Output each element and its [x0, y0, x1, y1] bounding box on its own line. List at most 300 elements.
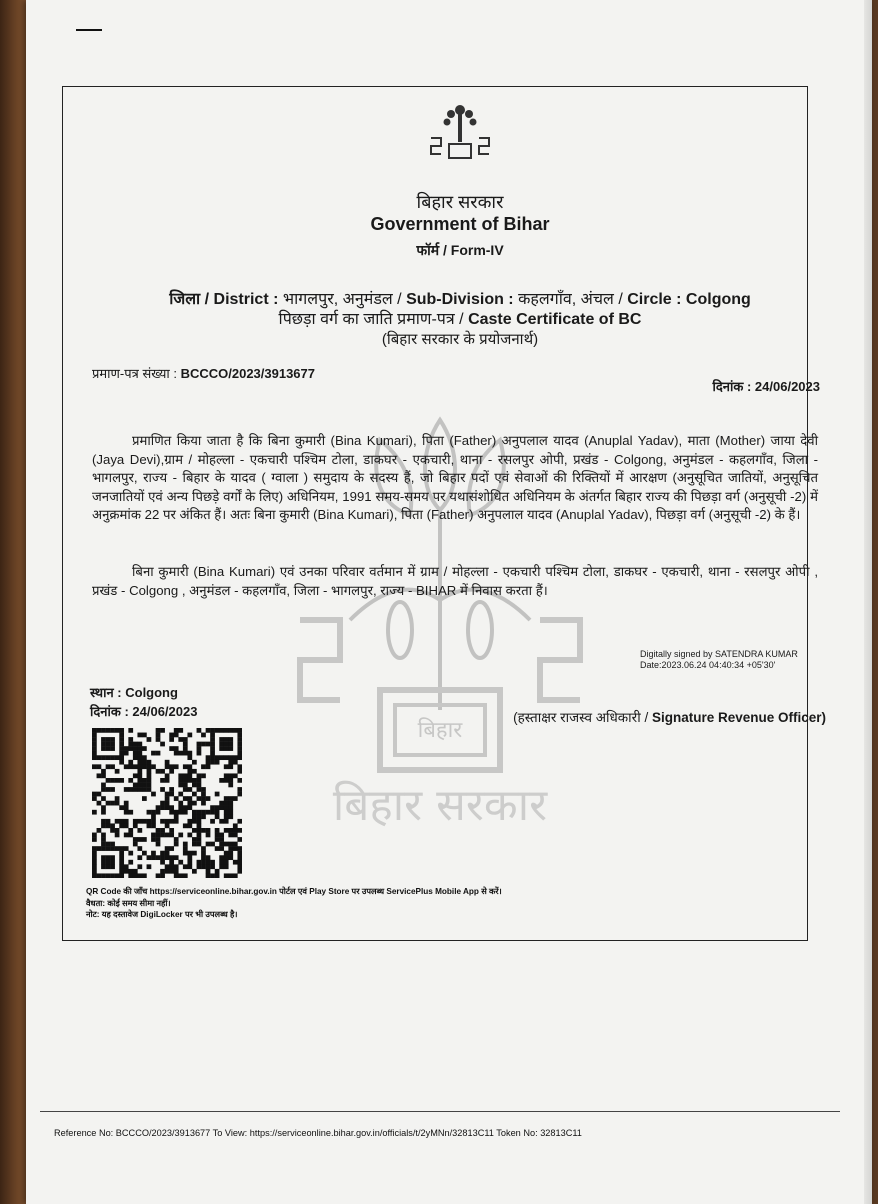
qr-module: [119, 851, 124, 856]
qr-module: [101, 796, 106, 801]
qr-module: [169, 769, 174, 774]
qr-module: [224, 860, 229, 865]
qr-module: [228, 833, 233, 838]
qr-module: [224, 773, 229, 778]
qr-module: [124, 819, 129, 824]
qr-module: [174, 842, 179, 847]
qr-module: [183, 810, 188, 815]
qr-module: [137, 819, 142, 824]
emblem-inner-text: बिहार: [417, 718, 463, 743]
certificate-number: [92, 364, 315, 382]
qr-module: [156, 769, 161, 774]
qr-module: [224, 814, 229, 819]
qr-module: [187, 764, 192, 769]
qr-code[interactable]: [92, 728, 242, 878]
qr-module: [192, 837, 197, 842]
qr-module: [119, 846, 124, 851]
qr-module: [137, 828, 142, 833]
qr-module: [133, 842, 138, 847]
qr-module: [128, 728, 133, 733]
qr-module: [192, 810, 197, 815]
qr-module: [192, 792, 197, 797]
qr-module: [206, 810, 211, 815]
qr-module: [101, 783, 106, 788]
qr-module: [224, 805, 229, 810]
qr-module: [110, 746, 115, 751]
qr-module: [106, 842, 111, 847]
qr-module: [142, 787, 147, 792]
qr-module: [133, 746, 138, 751]
qr-module: [228, 742, 233, 747]
qr-module: [137, 742, 142, 747]
qr-module: [197, 778, 202, 783]
qr-module: [210, 742, 215, 747]
qr-module: [187, 773, 192, 778]
qr-module: [192, 814, 197, 819]
qr-module: [97, 755, 102, 760]
qr-module: [206, 860, 211, 865]
qr-module: [151, 810, 156, 815]
qr-module: [206, 764, 211, 769]
qr-module: [142, 796, 147, 801]
qr-module: [224, 819, 229, 824]
qr-module: [124, 823, 129, 828]
place-line: स्थान : Colgong: [90, 685, 178, 700]
qr-module: [124, 869, 129, 874]
qr-module: [101, 755, 106, 760]
date-label: दिनांक :: [712, 379, 752, 394]
qr-module: [210, 819, 215, 824]
qr-module: [219, 728, 224, 733]
qr-module: [224, 746, 229, 751]
qr-module: [119, 855, 124, 860]
qr-module: [183, 751, 188, 756]
qr-module: [183, 783, 188, 788]
qr-module: [151, 851, 156, 856]
qr-module: [237, 778, 242, 783]
qr-module: [92, 751, 97, 756]
qr-module: [128, 810, 133, 815]
qr-module: [169, 833, 174, 838]
qr-module: [224, 778, 229, 783]
qr-module: [215, 760, 220, 765]
qr-module: [165, 823, 170, 828]
qr-module: [97, 846, 102, 851]
qr-module: [115, 755, 120, 760]
qr-module: [156, 810, 161, 815]
qr-module: [124, 746, 129, 751]
qr-module: [233, 833, 238, 838]
qr-module: [197, 746, 202, 751]
emblem-caption: बिहार सरकार: [332, 780, 548, 831]
qr-module: [206, 760, 211, 765]
qr-module: [128, 764, 133, 769]
qr-module: [97, 828, 102, 833]
qr-module: [174, 810, 179, 815]
district-line: [62, 287, 858, 309]
qr-module: [106, 728, 111, 733]
qr-module: [160, 805, 165, 810]
qr-module: [206, 869, 211, 874]
qr-module: [147, 783, 152, 788]
qr-module: [106, 737, 111, 742]
qr-module: [210, 737, 215, 742]
qr-module: [183, 805, 188, 810]
qr-module: [92, 873, 97, 878]
qr-module: [110, 855, 115, 860]
qr-module: [237, 864, 242, 869]
qr-module: [142, 778, 147, 783]
qr-module: [147, 764, 152, 769]
qr-module: [128, 746, 133, 751]
qr-module: [197, 783, 202, 788]
qr-module: [197, 814, 202, 819]
qr-module: [106, 823, 111, 828]
qr-module: [128, 860, 133, 865]
qr-module: [219, 864, 224, 869]
form-label: फॉर्म / Form-IV: [416, 242, 504, 258]
qr-module: [92, 855, 97, 860]
qr-module: [110, 742, 115, 747]
qr-module: [92, 869, 97, 874]
qr-module: [119, 742, 124, 747]
qr-module: [115, 801, 120, 806]
qr-module: [101, 833, 106, 838]
qr-module: [115, 796, 120, 801]
qr-module: [201, 764, 206, 769]
qr-module: [237, 787, 242, 792]
qr-module: [178, 833, 183, 838]
qr-module: [119, 864, 124, 869]
qr-module: [187, 819, 192, 824]
reference-line: Reference No: BCCCO/2023/3913677 To View: https://serviceonline.bihar.gov.in/officials/t/2yMNn/32813C11 Token No: 32813C11: [54, 1128, 582, 1138]
qr-module: [197, 751, 202, 756]
qr-module: [92, 864, 97, 869]
qr-module: [110, 864, 115, 869]
qr-module: [160, 873, 165, 878]
qr-module: [228, 755, 233, 760]
qr-module: [101, 805, 106, 810]
qr-module: [169, 828, 174, 833]
qr-module: [178, 773, 183, 778]
qr-module: [215, 869, 220, 874]
qr-module: [228, 783, 233, 788]
qr-module: [169, 746, 174, 751]
qr-module: [137, 864, 142, 869]
qr-module: [106, 819, 111, 824]
qr-module: [183, 787, 188, 792]
qr-module: [165, 760, 170, 765]
qr-module: [92, 860, 97, 865]
qr-module: [187, 833, 192, 838]
qr-module: [119, 737, 124, 742]
qr-module: [128, 869, 133, 874]
qr-module: [137, 778, 142, 783]
qr-module: [206, 842, 211, 847]
qr-module: [237, 855, 242, 860]
qr-module: [151, 819, 156, 824]
qr-module: [187, 796, 192, 801]
qr-module: [165, 846, 170, 851]
qr-module: [197, 819, 202, 824]
qr-module: [206, 833, 211, 838]
qr-module: [228, 842, 233, 847]
qr-module: [187, 855, 192, 860]
qr-module: [101, 842, 106, 847]
qr-module: [192, 760, 197, 765]
qr-module: [224, 842, 229, 847]
qr-module: [224, 828, 229, 833]
qr-module: [228, 737, 233, 742]
qr-module: [192, 801, 197, 806]
qr-module: [169, 855, 174, 860]
qr-module: [97, 764, 102, 769]
qr-module: [187, 755, 192, 760]
qr-module: [156, 837, 161, 842]
qr-module: [101, 728, 106, 733]
qr-module: [183, 778, 188, 783]
qr-module: [169, 810, 174, 815]
qr-module: [237, 792, 242, 797]
validity-note: वैधता: कोई समय सीमा नहीं।: [86, 898, 171, 908]
qr-module: [201, 814, 206, 819]
qr-module: [137, 733, 142, 738]
circle-value: Colgong: [681, 291, 751, 308]
qr-module: [133, 823, 138, 828]
qr-module: [147, 769, 152, 774]
subdivision-value: कहलगाँव, अंचल /: [513, 291, 628, 308]
qr-module: [124, 805, 129, 810]
qr-module: [128, 737, 133, 742]
qr-module: [197, 828, 202, 833]
purpose-line: (बिहार सरकार के प्रयोजनार्थ): [381, 331, 539, 348]
qr-module: [101, 810, 106, 815]
qr-module: [160, 869, 165, 874]
qr-module: [206, 828, 211, 833]
qr-module: [160, 851, 165, 856]
cert-number-label: प्रमाण-पत्र संख्या :: [92, 366, 177, 381]
qr-module: [228, 801, 233, 806]
qr-module: [133, 787, 138, 792]
qr-module: [183, 737, 188, 742]
qr-module: [142, 760, 147, 765]
qr-module: [224, 864, 229, 869]
qr-module: [197, 787, 202, 792]
page-edge: [864, 0, 872, 1204]
qr-module: [119, 746, 124, 751]
qr-module: [174, 733, 179, 738]
qr-module: [160, 819, 165, 824]
qr-module: [183, 842, 188, 847]
qr-module: [97, 728, 102, 733]
qr-module: [142, 873, 147, 878]
qr-module: [119, 819, 124, 824]
qr-module: [165, 864, 170, 869]
qr-module: [147, 773, 152, 778]
qr-module: [151, 833, 156, 838]
qr-module: [124, 833, 129, 838]
qr-module: [224, 873, 229, 878]
qr-module: [210, 733, 215, 738]
signature-label: [513, 708, 826, 726]
qr-module: [119, 733, 124, 738]
qr-module: [187, 805, 192, 810]
qr-module: [133, 751, 138, 756]
qr-module: [197, 860, 202, 865]
date-value: 24/06/2023: [751, 379, 820, 394]
digilocker-note: नोट: यह दस्तावेज DigiLocker पर भी उपलब्ध है।: [86, 910, 238, 919]
qr-module: [197, 728, 202, 733]
qr-module: [178, 860, 183, 865]
qr-module: [124, 764, 129, 769]
qr-module: [215, 755, 220, 760]
qr-module: [192, 842, 197, 847]
qr-module: [110, 842, 115, 847]
qr-module: [237, 733, 242, 738]
qr-module: [156, 737, 161, 742]
qr-module: [174, 864, 179, 869]
qr-module: [169, 764, 174, 769]
qr-module: [110, 737, 115, 742]
qr-module: [119, 873, 124, 878]
qr-module: [142, 733, 147, 738]
qr-module: [106, 846, 111, 851]
qr-module: [178, 737, 183, 742]
certificate-title: [62, 307, 858, 329]
qr-module: [174, 869, 179, 874]
qr-module: [97, 773, 102, 778]
qr-module: [210, 728, 215, 733]
qr-module: [192, 819, 197, 824]
qr-module: [201, 810, 206, 815]
qr-module: [165, 869, 170, 874]
qr-module: [206, 873, 211, 878]
qr-module: [187, 769, 192, 774]
qr-module: [233, 773, 238, 778]
qr-module: [219, 842, 224, 847]
qr-module: [206, 742, 211, 747]
qr-module: [169, 869, 174, 874]
qr-module: [233, 823, 238, 828]
qr-module: [156, 728, 161, 733]
qr-module: [124, 751, 129, 756]
qr-module: [228, 746, 233, 751]
qr-module: [237, 837, 242, 842]
qr-module: [224, 810, 229, 815]
qr-module: [92, 742, 97, 747]
circle-label: Circle :: [627, 291, 682, 308]
qr-module: [228, 764, 233, 769]
qr-module: [151, 814, 156, 819]
qr-module: [165, 792, 170, 797]
qr-module: [101, 860, 106, 865]
qr-module: [169, 819, 174, 824]
qr-module: [197, 842, 202, 847]
qr-module: [101, 864, 106, 869]
qr-module: [160, 742, 165, 747]
qr-module: [133, 755, 138, 760]
district-value: भागलपुर, अनुमंडल /: [278, 291, 407, 308]
qr-module: [133, 873, 138, 878]
qr-module: [106, 787, 111, 792]
qr-module: [237, 728, 242, 733]
qr-module: [187, 751, 192, 756]
qr-module: [192, 783, 197, 788]
govt-title-english: Government of Bihar: [370, 214, 550, 234]
qr-module: [210, 746, 215, 751]
qr-module: [174, 814, 179, 819]
qr-module: [201, 792, 206, 797]
qr-module: [201, 864, 206, 869]
qr-module: [228, 814, 233, 819]
qr-module: [215, 814, 220, 819]
qr-module: [92, 833, 97, 838]
qr-module: [165, 805, 170, 810]
qr-module: [178, 778, 183, 783]
cert-title-english: Caste Certificate of BC: [468, 311, 642, 328]
qr-module: [119, 760, 124, 765]
qr-module: [224, 755, 229, 760]
qr-module: [137, 855, 142, 860]
qr-module: [147, 778, 152, 783]
qr-module: [165, 819, 170, 824]
qr-module: [142, 746, 147, 751]
qr-module: [233, 846, 238, 851]
qr-module: [165, 801, 170, 806]
qr-module: [160, 833, 165, 838]
qr-module: [233, 842, 238, 847]
certificate-body-paragraph-1: प्रमाणित किया जाता है कि बिना कुमारी (Bina Kumari), पिता (Father) अनुपलाल यादव (Anuplal Yadav), माता (Mother) जाया देवी (Jaya Devi),ग्राम / मोहल्ला - एकचारी पश्चिम टोला, डाकघर - एकचारी, थाना - रसलपुर ओपी, प्रखंड - Colgong, अनुमंडल - कहलगाँव, जिला - भागलपुर, राज्य - बिहार के यादव ( ग्वाला ) समुदाय के सदस्य हैं, जो बिहार पदों एवं सेवाओं की रिक्तियों में आरक्षण (अनुसूचित जातियों, अनुसूचित जनजातियों एवं अन्य पिछड़े वर्गों के लिए) अधिनियम, 1991 समय-समय पर यथासंशोधित अधिनियम के अंतर्गत बिहार राज्य की पिछड़ा वर्ग (अनुसूची -2) में अनुक्रमांक 22 पर अंकित हैं। अतः बिना कुमारी (Bina Kumari), पिता (Father) अनुपलाल यादव (Anuplal Yadav), पिछड़ा वर्ग (अनुसूची -2) के हैं।: [92, 433, 818, 522]
qr-module: [160, 860, 165, 865]
qr-module: [219, 860, 224, 865]
qr-module: [169, 846, 174, 851]
qr-module: [119, 805, 124, 810]
qr-module: [133, 783, 138, 788]
cert-number-value: BCCCO/2023/3913677: [176, 366, 315, 381]
qr-module: [165, 764, 170, 769]
qr-module: [228, 855, 233, 860]
district-label: जिला / District :: [169, 291, 279, 308]
qr-module: [106, 742, 111, 747]
qr-module: [97, 873, 102, 878]
qr-module: [233, 728, 238, 733]
qr-module: [215, 828, 220, 833]
qr-module: [187, 860, 192, 865]
qr-module: [92, 846, 97, 851]
qr-module: [160, 801, 165, 806]
qr-module: [92, 755, 97, 760]
qr-module: [219, 805, 224, 810]
qr-module: [147, 855, 152, 860]
qr-module: [92, 792, 97, 797]
qr-module: [142, 819, 147, 824]
qr-module: [151, 764, 156, 769]
subdivision-label: Sub-Division :: [406, 291, 514, 308]
qr-module: [160, 855, 165, 860]
qr-module: [187, 787, 192, 792]
qr-module: [119, 728, 124, 733]
qr-module: [106, 860, 111, 865]
qr-module: [110, 728, 115, 733]
qr-module: [174, 796, 179, 801]
qr-module: [110, 787, 115, 792]
qr-module: [151, 837, 156, 842]
qr-module: [92, 733, 97, 738]
qr-module: [165, 851, 170, 856]
qr-module: [106, 755, 111, 760]
qr-module: [174, 728, 179, 733]
qr-module: [110, 873, 115, 878]
